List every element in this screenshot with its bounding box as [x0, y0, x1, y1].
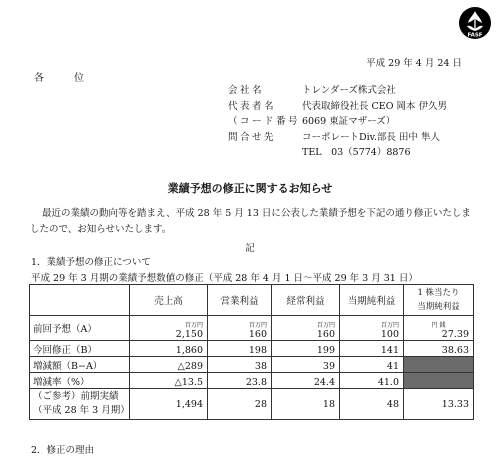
- representative-value: 代表取締役社長 CEO 岡本 伊久男: [302, 100, 448, 112]
- cell-value: 38.63: [404, 341, 474, 357]
- cell-value: 24.4: [272, 373, 340, 389]
- company-info: [228, 83, 447, 161]
- cell-value: 100: [380, 329, 399, 340]
- contact-value: コーポレートDiv.部長 田中 隼人: [302, 131, 440, 143]
- unit: 百万円: [248, 322, 267, 329]
- code-row: [228, 114, 447, 130]
- logo-text: FASF: [467, 32, 483, 39]
- contact-row: [228, 130, 447, 146]
- company-label: 会社名: [228, 85, 265, 96]
- cell: [340, 316, 404, 341]
- cell-value: 18: [272, 389, 340, 420]
- cell-value: 141: [340, 341, 404, 357]
- header-blank: [30, 285, 130, 316]
- row-label: 増減額（B−A）: [30, 357, 130, 373]
- release-date: 平成 29 年 4 月 24 日: [366, 58, 462, 69]
- header-eps: [404, 285, 474, 316]
- tel-label: [228, 145, 302, 161]
- cell-value: 160: [248, 329, 267, 340]
- row-label: （ご参考）前期実績 （平成 28 年 3 月期）: [30, 389, 130, 420]
- cell-value: 39: [272, 357, 340, 373]
- cell-value: 2,150: [175, 329, 203, 340]
- cell-value: △289: [130, 357, 208, 373]
- cell-value: 38: [208, 357, 272, 373]
- table-row: [30, 316, 474, 341]
- cell-value: 13.33: [404, 389, 474, 420]
- body-paragraph: 最近の業績の動向等を踏まえ、平成 28 年 5 月 13 日に公表した業績予想を下記の通り修正いたしましたので、お知らせいたします。: [30, 208, 471, 235]
- representative-label: 代表者名: [228, 100, 277, 112]
- cell-value: 23.8: [208, 373, 272, 389]
- row-label: 前回予想（A）: [30, 316, 130, 341]
- cell: [130, 316, 208, 341]
- code-value: 6069 東証マザーズ）: [302, 116, 396, 127]
- table-caption: 平成 29 年 3 月期の業績予想数値の修正（平成 28 年 4 月 1 日～平成 29 年 3 月 31 日）: [31, 273, 418, 284]
- company-value: トレンダーズ株式会社: [302, 85, 396, 96]
- cell-value: △13.5: [130, 373, 208, 389]
- cell-value: 199: [272, 341, 340, 357]
- company-name-row: [228, 83, 447, 99]
- header-operating-profit: 営業利益: [208, 285, 272, 316]
- ki-marker: 記: [245, 243, 255, 254]
- fasf-logo: [457, 6, 493, 44]
- document-title: 業績予想の修正に関するお知らせ: [167, 182, 333, 195]
- tel-value: TEL 03（5774）8876: [302, 147, 411, 158]
- cell-value: 1,494: [130, 389, 208, 420]
- code-label: （コード番号: [228, 116, 301, 127]
- cell: [404, 316, 474, 341]
- row-label: 増減率（%）: [30, 373, 130, 389]
- unit: 円 銭: [431, 322, 446, 329]
- section-heading-2: 2．修正の理由: [31, 445, 95, 456]
- header-net-profit: 当期純利益: [340, 285, 404, 316]
- unit: 百万円: [316, 322, 335, 329]
- cell-value: 41: [340, 357, 404, 373]
- cell-value: 198: [208, 341, 272, 357]
- forecast-table: [29, 284, 474, 420]
- shaded-cell: [404, 373, 474, 389]
- cell-value: 48: [340, 389, 404, 420]
- representative-row: [228, 99, 447, 115]
- table-row: [30, 341, 474, 357]
- cell-value: 28: [208, 389, 272, 420]
- contact-label: 問合せ先: [228, 131, 277, 143]
- cell-value: 27.39: [441, 329, 469, 340]
- cell-value: 1,860: [130, 341, 208, 357]
- header-sales: 売上高: [130, 285, 208, 316]
- table-row: [30, 389, 474, 420]
- cell: [272, 316, 340, 341]
- table-row: [30, 357, 474, 373]
- cell-value: 160: [316, 329, 335, 340]
- row-label: 今回修正（B）: [30, 341, 130, 357]
- section-heading-1: 1．業績予想の修正について: [31, 257, 151, 268]
- shaded-cell: [404, 357, 474, 373]
- tel-row: [228, 145, 447, 161]
- unit: 百万円: [184, 322, 203, 329]
- table-row: [30, 373, 474, 389]
- header-eps-text: 1 株当たり 当期純利益: [417, 288, 460, 312]
- cell-value: 41.0: [340, 373, 404, 389]
- unit: 百万円: [380, 322, 399, 329]
- header-ordinary-profit: 経常利益: [272, 285, 340, 316]
- addressee: 各 位: [34, 73, 94, 84]
- cell: [208, 316, 272, 341]
